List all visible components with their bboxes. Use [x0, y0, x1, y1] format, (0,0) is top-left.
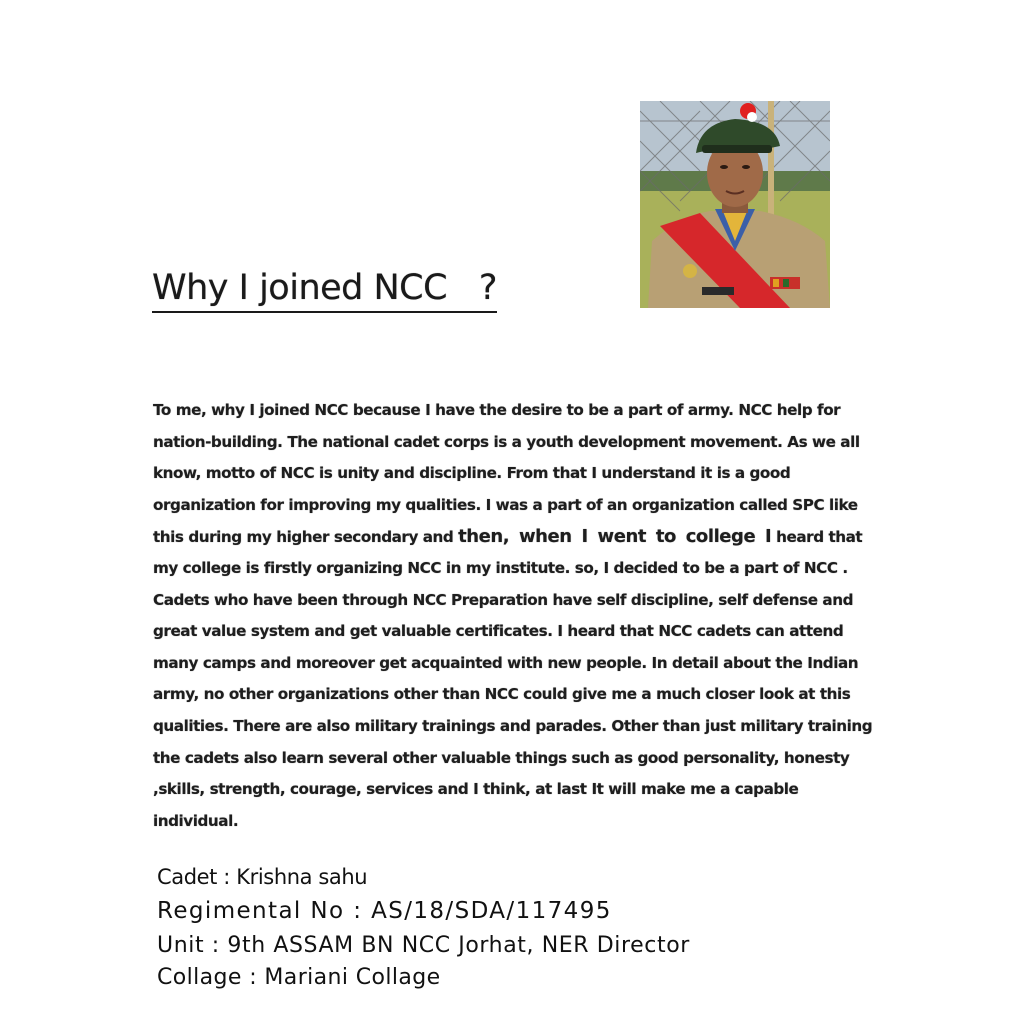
essay-line: the cadets also learn several other valuable things such as good personality, honesty — [153, 748, 850, 767]
essay-line: individual. — [153, 811, 239, 830]
signature-unit: Unit : 9th ASSAM BN NCC Jorhat, NER Director — [157, 933, 690, 958]
essay-line-mixed — [153, 521, 878, 553]
signature-regimental-number: Regimental No : AS/18/SDA/117495 — [157, 898, 612, 924]
cadet-portrait-photo — [640, 101, 830, 308]
essay-line: great value system and get valuable certificates. I heard that NCC cadets can attend — [153, 622, 844, 641]
essay-segment-large: then, when I went to college I — [458, 526, 772, 548]
essay-line: To me, why I joined NCC because I have the desire to be a part of army. NCC help for — [153, 401, 841, 419]
essay-line: organization for improving my qualities. I was a part of an organization called SPC like — [153, 495, 858, 514]
essay-line: army, no other organizations other than NCC could give me a much closer look at this — [153, 685, 851, 704]
cadet-portrait-icon — [640, 101, 830, 308]
essay-line: know, motto of NCC is unity and discipline. From that I understand it is a good — [153, 464, 791, 483]
essay-line: qualities. There are also military trainings and parades. Other than just military training — [153, 716, 873, 735]
signature-college: Collage : Mariani Collage — [157, 965, 441, 990]
essay-line: many camps and moreover get acquainted with new people. In detail about the Indian — [153, 653, 859, 672]
essay-line: my college is firstly organizing NCC in my institute. so, I decided to be a part of NCC . — [153, 558, 848, 577]
essay-line: nation-building. The national cadet corps is a youth development movement. As we all — [153, 432, 860, 451]
essay-line: ,skills, strength, courage, services and I think, at last It will make me a capable — [153, 780, 799, 799]
essay-segment: this during my higher secondary and — [153, 528, 459, 547]
page-title: Why I joined NCC ? — [152, 268, 497, 313]
essay-segment: heard that — [771, 528, 863, 547]
signature-cadet-name: Cadet : Krishna sahu — [157, 865, 368, 889]
essay-line: Cadets who have been through NCC Preparation have self discipline, self defense and — [153, 590, 854, 609]
essay-paragraph — [153, 395, 878, 837]
